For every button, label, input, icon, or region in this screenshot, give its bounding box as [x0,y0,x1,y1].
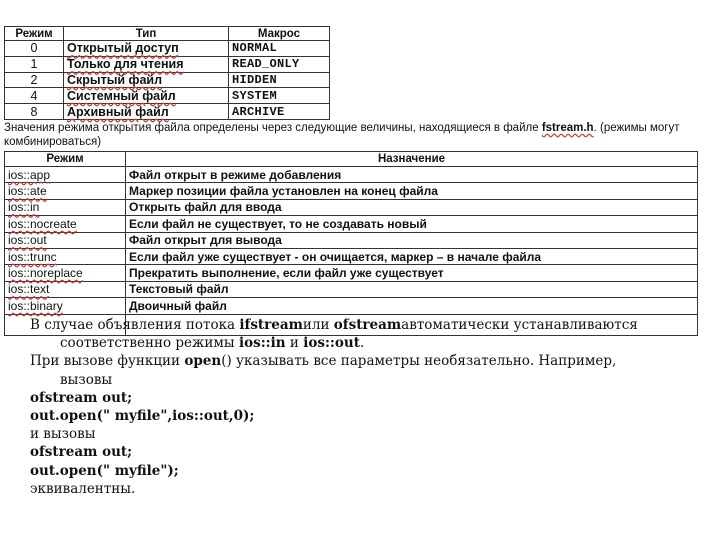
table-row [5,216,698,232]
code-ios-out: ios::out [303,335,360,352]
text-span: В случае объявления потока [30,317,240,333]
column-header-macro: Макрос [229,27,330,41]
purpose-cell: Двоичный файл [126,298,698,314]
mode-text: ios::out [8,233,47,248]
mode-text: ios::noreplace [8,266,83,281]
type-cell [64,41,229,57]
mode-cell [5,265,126,281]
table-row [5,298,698,314]
mode-cell: 2 [5,72,64,88]
mode-text: ios::binary [8,298,63,313]
code-ifstream: ifstream [239,317,303,333]
note-file-name: fstream.h [541,122,594,134]
code-line-1: ofstream out; [30,389,133,406]
table-row [5,281,698,297]
mode-text: ios::in [8,200,40,215]
text-span: и [285,335,304,352]
note-text-before: Значения режима открытия файла определены через следующие величины, находящиеся в файле [4,122,542,134]
mode-cell: 4 [5,88,64,104]
macro-cell: ARCHIVE [229,104,330,120]
type-cell [64,88,229,104]
purpose-cell: Файл открыт в режиме добавления [126,167,698,183]
explanation-text [30,316,710,498]
table-row [5,104,330,120]
type-text: Системный файл [67,88,176,103]
type-text: Скрытый файл [67,72,163,87]
text-span: () указывать все параметры необязательно. Например, [221,353,617,370]
type-text: Только для чтения [67,57,184,72]
code-line-4: out.open(" myfile"); [30,462,179,479]
mode-cell [5,298,126,314]
text-span: . [359,335,365,352]
purpose-cell: Текстовый файл [126,281,698,297]
mode-cell [5,199,126,215]
mode-cell [5,216,126,232]
macro-cell: SYSTEM [229,88,330,104]
column-header-purpose: Назначение [126,152,698,167]
macro-cell: NORMAL [229,41,330,57]
purpose-cell: Файл открыт для вывода [126,232,698,248]
table-row [5,41,330,57]
mode-text: ios::trunc [8,249,57,264]
macro-cell: READ_ONLY [229,56,330,72]
mode-text: ios::app [8,167,51,182]
file-attribute-table [4,26,330,120]
table-row [5,248,698,264]
mode-cell [5,232,126,248]
mode-text: ios::nocreate [8,216,77,231]
mode-cell: 0 [5,41,64,57]
mode-text: ios::ate [8,184,47,199]
table-row [5,265,698,281]
text-span: или [302,317,334,333]
column-header-mode: Режим [5,152,126,167]
paragraph-stream-modes [30,316,710,334]
text-span: соответственно режимы [60,335,239,352]
code-ofstream: ofstream [333,317,402,333]
paragraph-open-call-cont: вызовы [60,371,113,388]
table-row [5,232,698,248]
code-line-2: out.open(" myfile",ios::out,0); [30,408,255,425]
table-row [5,88,330,104]
table-row [5,56,330,72]
table-row [5,183,698,199]
type-text: Открытый доступ [67,41,179,56]
mode-cell [5,167,126,183]
paragraph-stream-modes-cont [30,334,710,352]
purpose-cell: Если файл не существует, то не создавать новый [126,216,698,232]
code-line-3: ofstream out; [30,444,133,461]
table-row [5,199,698,215]
table-header-row [5,27,330,41]
mode-cell [5,183,126,199]
type-cell [64,56,229,72]
text-span: При вызове функции [30,353,185,370]
note-text-after: . (режимы могут комбинироваться) [4,122,680,148]
code-ios-in: ios::in [238,335,286,352]
table-row [5,72,330,88]
column-header-mode: Режим [5,27,64,41]
column-header-type: Тип [64,27,229,41]
type-text: Архивный файл [67,104,169,119]
paragraph-and-calls: и вызовы [30,426,96,443]
purpose-cell: Открыть файл для ввода [126,199,698,215]
mode-cell: 8 [5,104,64,120]
mode-cell [5,281,126,297]
purpose-cell: Если файл уже существует - он очищается, маркер – в начале файла [126,248,698,264]
type-cell [64,104,229,120]
mode-cell: 1 [5,56,64,72]
open-mode-table [4,151,698,336]
paragraph-equivalent: эквивалентны. [30,480,136,497]
type-cell [64,72,229,88]
mode-note [4,121,714,149]
purpose-cell: Прекратить выполнение, если файл уже существует [126,265,698,281]
paragraph-open-call [30,352,710,370]
mode-cell [5,248,126,264]
table-row [5,167,698,183]
mode-text: ios::text [8,282,50,297]
text-span: автоматически устанавливаются [401,317,638,333]
code-open: open [184,353,222,370]
purpose-cell: Маркер позиции файла установлен на конец файла [126,183,698,199]
macro-cell: HIDDEN [229,72,330,88]
table-header-row [5,152,698,167]
